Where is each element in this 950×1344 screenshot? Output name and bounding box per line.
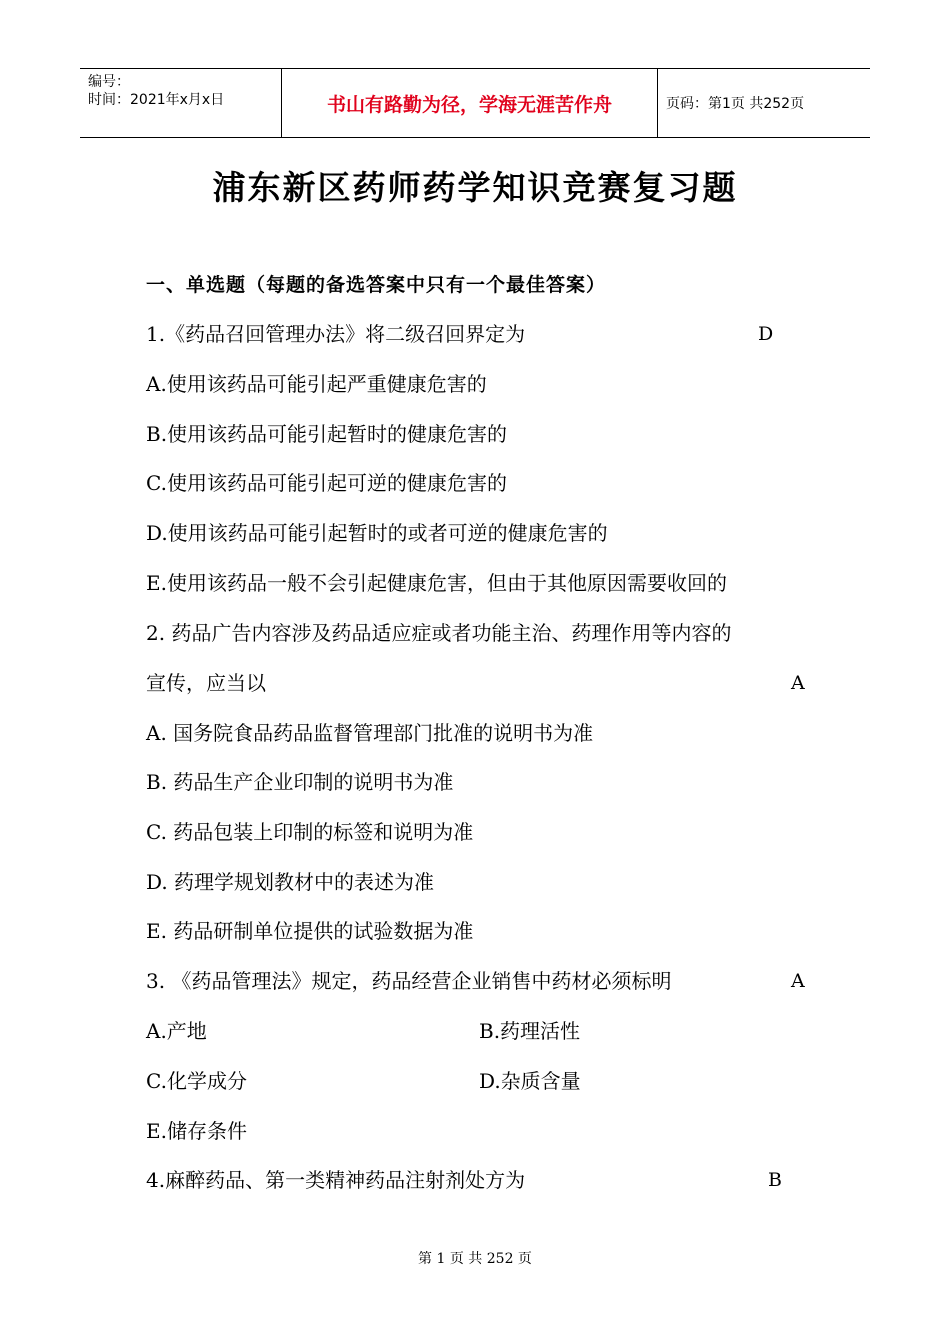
question-1-option-a: A.使用该药品可能引起严重健康危害的 bbox=[146, 372, 487, 396]
question-1-option-b: B.使用该药品可能引起暂时的健康危害的 bbox=[146, 422, 508, 446]
question-1-option-d: D.使用该药品可能引起暂时的或者可逆的健康危害的 bbox=[146, 521, 608, 545]
question-3-option-d: D.杂质含量 bbox=[479, 1069, 581, 1093]
question-3-option-c: C.化学成分 bbox=[146, 1069, 247, 1093]
question-2-option-e: E. 药品研制单位提供的试验数据为准 bbox=[146, 919, 474, 943]
page-header bbox=[80, 68, 870, 138]
page-footer: 第 1 页 共 252 页 bbox=[418, 1251, 532, 1267]
question-1-option-c: C.使用该药品可能引起可逆的健康危害的 bbox=[146, 471, 507, 495]
question-2-stem-line-2: 宣传，应当以 bbox=[146, 671, 266, 695]
document-title: 浦东新区药师药学知识竞赛复习题 bbox=[212, 168, 738, 207]
question-2-option-b: B. 药品生产企业印制的说明书为准 bbox=[146, 770, 454, 794]
question-3-option-b: B.药理活性 bbox=[479, 1019, 581, 1043]
date-label: 时间：2021年x月x日 bbox=[88, 92, 225, 108]
question-1-answer: D bbox=[758, 323, 774, 345]
question-4-answer: B bbox=[768, 1169, 782, 1191]
number-label: 编号： bbox=[88, 74, 130, 90]
question-4-stem: 4.麻醉药品、第一类精神药品注射剂处方为 bbox=[146, 1168, 526, 1192]
question-1-stem: 1.《药品召回管理办法》将二级召回界定为 bbox=[146, 322, 526, 346]
header-motto: 书山有路勤为径，学海无涯苦作舟 bbox=[282, 69, 658, 137]
question-3-answer: A bbox=[791, 970, 805, 992]
header-page-info: 页码：第1页 共252页 bbox=[666, 96, 805, 112]
question-3-option-a: A.产地 bbox=[146, 1019, 207, 1043]
question-3-option-e: E.储存条件 bbox=[146, 1119, 247, 1143]
question-2-stem-line-1: 2. 药品广告内容涉及药品适应症或者功能主治、药理作用等内容的 bbox=[146, 621, 732, 645]
question-1-option-e: E.使用该药品一般不会引起健康危害，但由于其他原因需要收回的 bbox=[146, 571, 727, 595]
question-2-option-a: A. 国务院食品药品监督管理部门批准的说明书为准 bbox=[146, 721, 594, 745]
question-3-stem: 3. 《药品管理法》规定，药品经营企业销售中药材必须标明 bbox=[146, 969, 672, 993]
question-2-option-c: C. 药品包装上印制的标签和说明为准 bbox=[146, 820, 474, 844]
header-meta bbox=[80, 69, 282, 137]
question-2-answer: A bbox=[791, 672, 805, 694]
question-2-option-d: D. 药理学规划教材中的表述为准 bbox=[146, 870, 435, 894]
section-heading: 一、单选题（每题的备选答案中只有一个最佳答案） bbox=[146, 274, 607, 296]
